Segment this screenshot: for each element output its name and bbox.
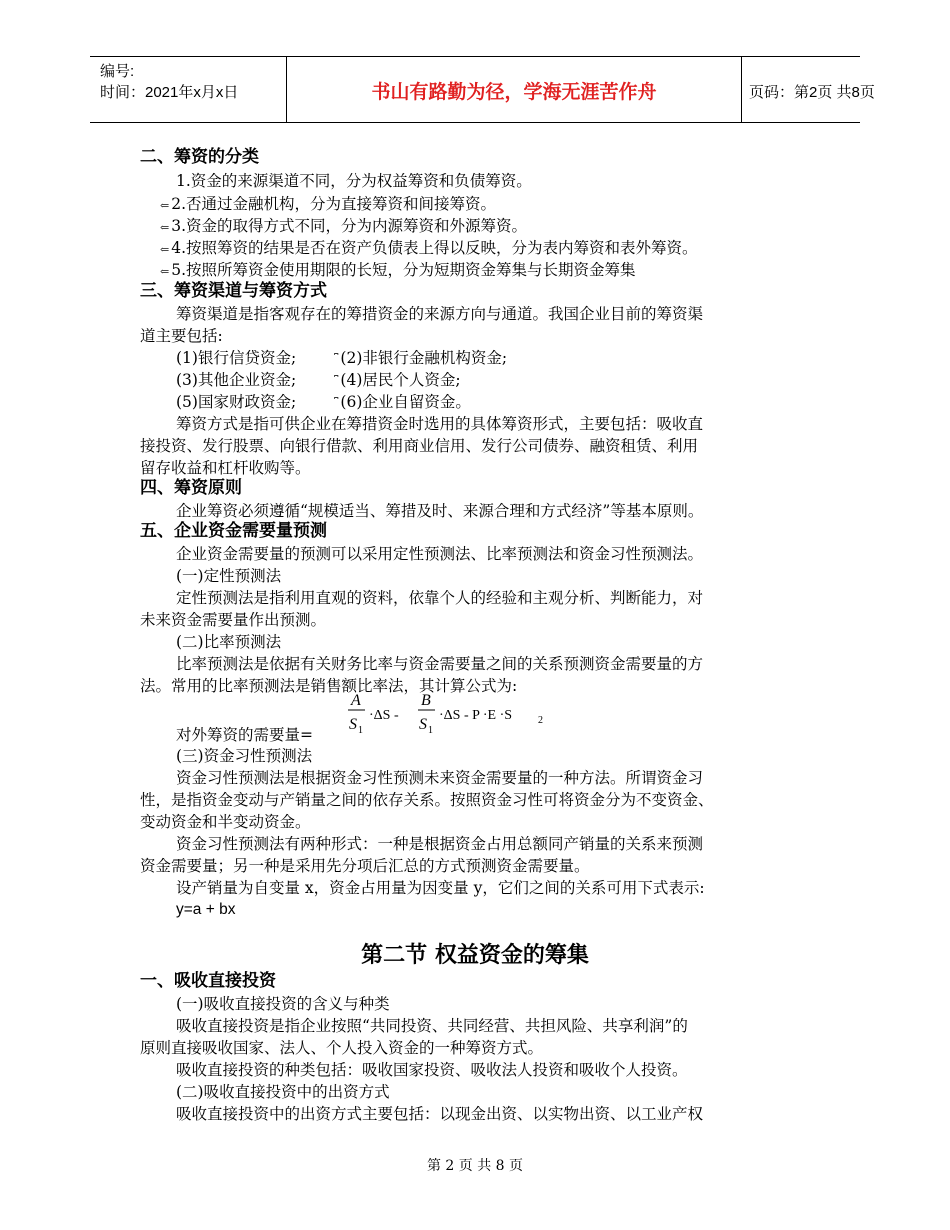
formula-B: B bbox=[421, 692, 431, 709]
motto-text: 书山有路勤为径，学海无涯苦作舟 bbox=[371, 81, 657, 103]
paragraph-line: 资金习性预测法是根据资金习性预测未来资金需要量的一种方法。所谓资金习 bbox=[176, 769, 704, 787]
formula-sub1: 1 bbox=[358, 725, 363, 736]
formula-sub2: 1 bbox=[428, 725, 433, 736]
formula-tail-sub: 2 bbox=[538, 715, 543, 726]
paragraph-line: ⇐ 2.否通过金融机构，分为直接筹资和间接筹资。 bbox=[160, 193, 496, 217]
paragraph-line: 道主要包括: bbox=[140, 327, 223, 345]
equation: y=a + bx bbox=[176, 901, 236, 918]
list-marker-icon: ⇐ bbox=[160, 265, 170, 278]
channel-item: (5)国家财政资金; bbox=[176, 393, 297, 411]
list-marker-icon: ⎴ bbox=[334, 397, 339, 410]
channel-item: (3)其他企业资金; bbox=[176, 371, 297, 389]
paragraph-line: ⇐ 4.按照筹资的结果是否在资产负债表上得以反映，分为表内筹资和表外筹资。 bbox=[160, 237, 698, 261]
subsection-title: (三)资金习性预测法 bbox=[176, 747, 313, 765]
channel-item: (1)银行信贷资金; bbox=[176, 349, 297, 367]
paragraph-line: 法。常用的比率预测法是销售额比率法，其计算公式为: bbox=[140, 677, 518, 695]
financing-formula bbox=[345, 688, 550, 738]
number-label: 编号: bbox=[100, 63, 135, 80]
time-label: 时间：2021年x月x日 bbox=[100, 84, 239, 101]
list-marker-icon: ⎴ bbox=[334, 375, 339, 388]
channel-item: ⎴ (6)企业自留资金。 bbox=[334, 391, 471, 415]
paragraph-line: 比率预测法是依据有关财务比率与资金需要量之间的关系预测资金需要量的方 bbox=[176, 655, 704, 673]
section-title-direct-investment: 一、吸收直接投资 bbox=[140, 971, 276, 991]
formula-S1: S bbox=[349, 716, 357, 733]
subsection-title: (二)吸收直接投资中的出资方式 bbox=[176, 1083, 390, 1101]
channel-item: ⎴ (4)居民个人资金; bbox=[334, 369, 461, 393]
section-title-forecast: 五、企业资金需要量预测 bbox=[140, 521, 327, 541]
page-label: 页码：第2页 共8页 bbox=[749, 84, 875, 101]
section-title-classification: 二、筹资的分类 bbox=[140, 147, 259, 167]
channel-item: ⎴ (2)非银行金融机构资金; bbox=[334, 347, 507, 371]
paragraph-line: 吸收直接投资是指企业按照“共同投资、共同经营、共担风险、共享利润”的 bbox=[176, 1017, 688, 1035]
list-marker-icon: ⎴ bbox=[334, 353, 339, 366]
header-right-cell bbox=[741, 57, 875, 122]
list-marker-icon: ⇐ bbox=[160, 221, 170, 234]
section-title-channels: 三、筹资渠道与筹资方式 bbox=[140, 281, 327, 301]
paragraph-line: 企业资金需要量的预测可以采用定性预测法、比率预测法和资金习性预测法。 bbox=[176, 545, 704, 563]
page-header bbox=[90, 56, 875, 123]
paragraph-line: 吸收直接投资的种类包括：吸收国家投资、吸收法人投资和吸收个人投资。 bbox=[176, 1061, 688, 1079]
paragraph-line: 1.资金的来源渠道不同，分为权益筹资和负债筹资。 bbox=[176, 172, 532, 190]
paragraph-line: 接投资、发行股票、向银行借款、利用商业信用、发行公司债券、融资租赁、利用 bbox=[140, 437, 699, 455]
header-left-cell bbox=[90, 57, 286, 122]
list-marker-icon: ⇐ bbox=[160, 243, 170, 256]
formula-S1b: S bbox=[419, 716, 427, 733]
paragraph-line: 留存收益和杠杆收购等。 bbox=[140, 459, 311, 477]
paragraph-line: 未来资金需要量作出预测。 bbox=[140, 611, 327, 629]
subsection-title: (一)吸收直接投资的含义与种类 bbox=[176, 995, 390, 1013]
paragraph-line: ⇐ 3.资金的取得方式不同，分为内源筹资和外源筹资。 bbox=[160, 215, 527, 239]
subsection-title: (二)比率预测法 bbox=[176, 633, 282, 651]
page-footer: 第 2 页 共 8 页 bbox=[426, 1158, 524, 1174]
formula-label: 对外筹资的需要量= bbox=[176, 726, 313, 744]
paragraph-line: 企业筹资必须遵循“规模适当、筹措及时、来源合理和方式经济”等基本原则。 bbox=[176, 502, 704, 520]
section-title-principles: 四、筹资原则 bbox=[140, 478, 242, 498]
paragraph-line: 筹资方式是指可供企业在筹措资金时选用的具体筹资形式，主要包括：吸收直 bbox=[176, 415, 704, 433]
header-motto-cell bbox=[286, 57, 742, 122]
paragraph-line: 资金需要量；另一种是采用先分项后汇总的方式预测资金需要量。 bbox=[140, 857, 590, 875]
paragraph-line: 设产销量为自变量 x，资金占用量为因变量 y，它们之间的关系可用下式表示: bbox=[176, 879, 705, 897]
formula-A: A bbox=[351, 692, 361, 709]
paragraph-line: 筹资渠道是指客观存在的筹措资金的来源方向与通道。我国企业目前的筹资渠 bbox=[176, 305, 704, 323]
paragraph-line: 性，是指资金变动与产销量之间的依存关系。按照资金习性可将资金分为不变资金、 bbox=[140, 791, 714, 809]
paragraph-line: 资金习性预测法有两种形式：一种是根据资金占用总额同产销量的关系来预测 bbox=[176, 835, 704, 853]
subsection-title: (一)定性预测法 bbox=[176, 567, 282, 585]
chapter-title: 第二节 权益资金的筹集 bbox=[361, 943, 589, 968]
formula-tail: ·ΔS - P ·E ·S bbox=[439, 708, 513, 723]
list-marker-icon: ⇐ bbox=[160, 199, 170, 212]
paragraph-line: 原则直接吸收国家、法人、个人投入资金的一种筹资方式。 bbox=[140, 1039, 544, 1057]
formula-mid: ·ΔS - bbox=[369, 708, 399, 723]
paragraph-line: 变动资金和半变动资金。 bbox=[140, 813, 311, 831]
paragraph-line: ⇐ 5.按照所筹资金使用期限的长短，分为短期资金筹集与长期资金筹集 bbox=[160, 259, 636, 283]
paragraph-line: 吸收直接投资中的出资方式主要包括：以现金出资、以实物出资、以工业产权 bbox=[176, 1105, 704, 1123]
paragraph-line: 定性预测法是指利用直观的资料，依靠个人的经验和主观分析、判断能力，对 bbox=[176, 589, 704, 607]
